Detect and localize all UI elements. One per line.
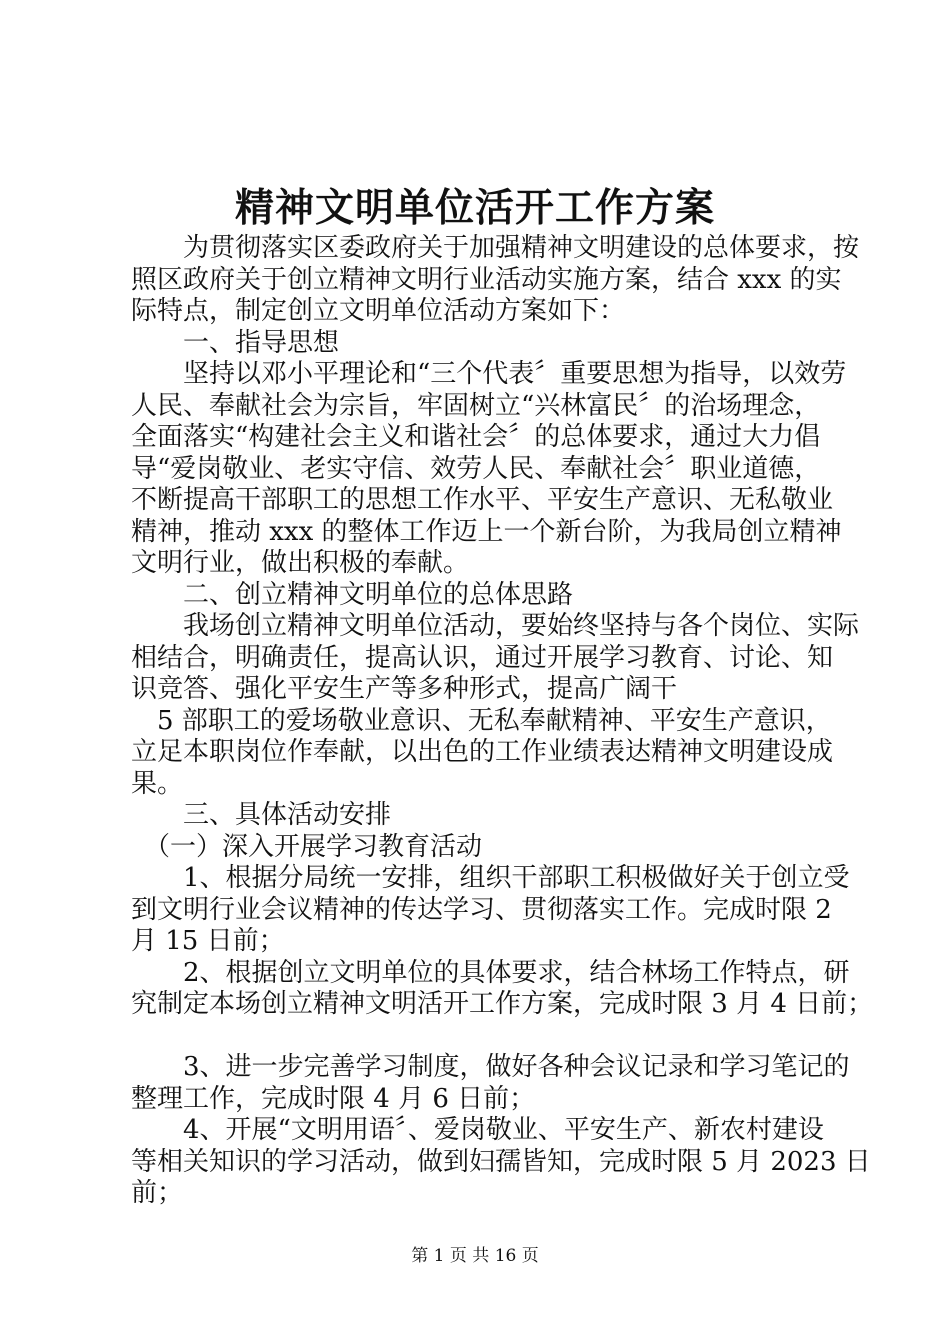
body-line: 人民、奉献社会为宗旨，牢固树立“兴林富民〞的治场理念， xyxy=(131,390,821,421)
body-line: 立足本职岗位作奉献，以出色的工作业绩表达精神文明建设成 xyxy=(131,737,834,767)
body-line: 月 15 日前； xyxy=(131,926,285,956)
body-line: 全面落实“构建社会主义和谐社会〞的总体要求，通过大力倡 xyxy=(131,422,821,452)
body-line: 整理工作，完成时限 4 月 6 日前； xyxy=(131,1083,536,1114)
body-line: 到文明行业会议精神的传达学习、贯彻落实工作。完成时限 2 xyxy=(131,894,832,925)
page-footer: 第 1 页 共 16 页 xyxy=(411,1246,539,1266)
section-heading: 三、具体活动安排 xyxy=(131,800,392,830)
body-line: 2、根据创立文明单位的具体要求，结合林场工作特点，研 xyxy=(131,957,850,988)
body-line: 为贯彻落实区委政府关于加强精神文明建设的总体要求，按 xyxy=(131,233,860,263)
section-heading: 一、指导思想 xyxy=(131,327,340,358)
body-line: 果。 xyxy=(131,768,184,799)
body-line: 导“爱岗敬业、老实守信、效劳人民、奉献社会〞职业道德， xyxy=(131,453,821,484)
body-line: 坚持以邓小平理论和“三个代表〞重要思想为指导，以效劳 xyxy=(131,359,847,389)
body-line: 我场创立精神文明单位活动，要始终坚持与各个岗位、实际 xyxy=(131,611,860,641)
document-body xyxy=(131,233,874,1210)
body-line: 不断提高干部职工的思想工作水平、平安生产意识、无私敬业 xyxy=(131,485,834,515)
body-line: 文明行业，做出积极的奉献。 xyxy=(131,548,470,578)
body-line: 精神，推动 xxx 的整体工作迈上一个新台阶，为我局创立精神 xyxy=(131,516,842,547)
body-line: 4、开展“文明用语〞、爱岗敬业、平安生产、新农村建设 xyxy=(131,1115,824,1145)
body-line: 前； xyxy=(131,1178,184,1208)
document-title: 精神文明单位活开工作方案 xyxy=(234,185,715,231)
body-line: 3、进一步完善学习制度，做好各种会议记录和学习笔记的 xyxy=(131,1052,850,1082)
body-line: 1、根据分局统一安排，组织干部职工积极做好关于创立受 xyxy=(131,863,850,893)
body-line: 识竞答、强化平安生产等多种形式，提高广阔干 xyxy=(131,674,678,704)
body-line: 际特点，制定创立文明单位活动方案如下： xyxy=(131,296,626,326)
body-line: 相结合，明确责任，提高认识，通过开展学习教育、讨论、知 xyxy=(131,642,834,673)
body-line: 5 部职工的爱场敬业意识、无私奉献精神、平安生产意识， xyxy=(131,705,832,736)
body-line: 究制定本场创立精神文明活开工作方案，完成时限 3 月 4 日前； xyxy=(131,989,874,1019)
body-line: 等相关知识的学习活动，做到妇孺皆知，完成时限 5 月 2023 日 xyxy=(131,1146,871,1177)
blank-line xyxy=(131,1021,835,1053)
body-line: 照区政府关于创立精神文明行业活动实施方案，结合 xxx 的实 xyxy=(131,264,842,295)
section-heading: 二、创立精神文明单位的总体思路 xyxy=(131,579,574,610)
subsection-heading: （一）深入开展学习教育活动 xyxy=(131,831,483,862)
